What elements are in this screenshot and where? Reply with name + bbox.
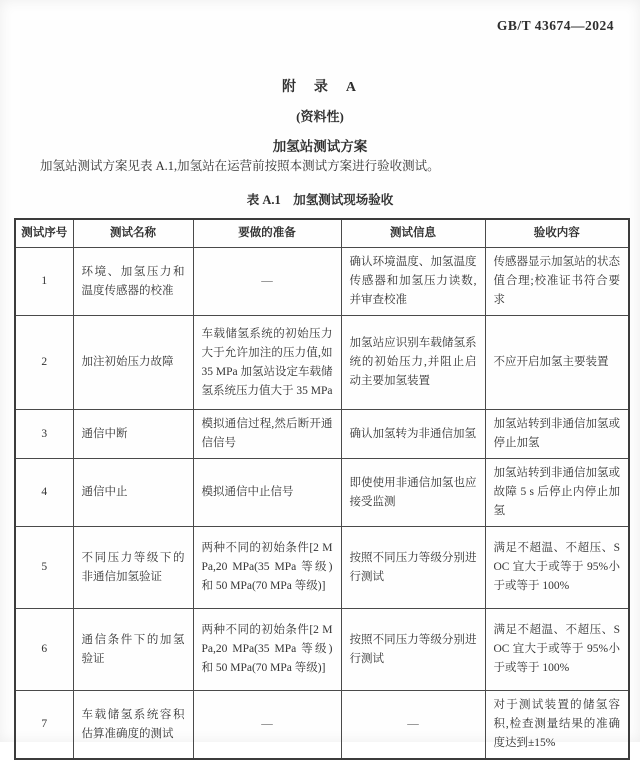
cell-test-name: 通信中断 (73, 410, 193, 459)
cell-test-no: 3 (15, 410, 73, 459)
header-acceptance: 验收内容 (485, 219, 629, 248)
appendix-title: 附 录 A (281, 80, 359, 95)
appendix-subtitle: (资料性) (296, 109, 344, 124)
cell-test-name: 车载储氢系统容积估算准确度的测试 (73, 691, 193, 760)
cell-preparation: 两种不同的初始条件[2 MPa,20 MPa(35 MPa 等级)和 50 MPa(70 MPa 等级)] (193, 609, 341, 691)
cell-test-info: 确认环境温度、加氢温度传感器和加氢压力读数,并审查校准 (341, 248, 485, 316)
cell-test-info: 按照不同压力等级分别进行测试 (341, 609, 485, 691)
table-row (15, 609, 629, 691)
table-header-row (15, 219, 629, 248)
standard-number: GB/T 43674—2024 (496, 18, 614, 33)
cell-test-info: 即使使用非通信加氢也应接受监测 (341, 459, 485, 527)
cell-test-name: 通信条件下的加氢验证 (73, 609, 193, 691)
cell-test-no: 2 (15, 316, 73, 410)
cell-test-no: 5 (15, 527, 73, 609)
cell-test-name: 不同压力等级下的非通信加氢验证 (73, 527, 193, 609)
header-preparation: 要做的准备 (193, 219, 341, 248)
appendix-name: 加氢站测试方案 (272, 139, 368, 154)
cell-preparation: 模拟通信中止信号 (193, 459, 341, 527)
cell-acceptance: 加氢站转到非通信加氢或停止加氢 (485, 410, 629, 459)
header-test-info: 测试信息 (341, 219, 485, 248)
table-row (15, 527, 629, 609)
cell-test-info: — (341, 691, 485, 760)
cell-test-no: 1 (15, 248, 73, 316)
cell-acceptance: 满足不超温、不超压、SOC 宜大于或等于 95%小于或等于 100% (485, 609, 629, 691)
table-row (15, 316, 629, 410)
cell-test-name: 通信中止 (73, 459, 193, 527)
cell-preparation: — (193, 248, 341, 316)
cell-preparation: — (193, 691, 341, 760)
cell-acceptance: 满足不超温、不超压、SOC 宜大于或等于 95%小于或等于 100% (485, 527, 629, 609)
cell-acceptance: 不应开启加氢主要装置 (485, 316, 629, 410)
cell-acceptance: 对于测试装置的储氢容积,检查测量结果的准确度达到±15% (485, 691, 629, 760)
cell-test-info: 加氢站应识别车载储氢系统的初始压力,并阻止启动主要加氢装置 (341, 316, 485, 410)
table-row (15, 248, 629, 316)
header-test-name: 测试名称 (73, 219, 193, 248)
cell-test-no: 6 (15, 609, 73, 691)
cell-test-no: 7 (15, 691, 73, 760)
cell-preparation: 两种不同的初始条件[2 MPa,20 MPa(35 MPa 等级)和 50 MPa(70 MPa 等级)] (193, 527, 341, 609)
cell-acceptance: 传感器显示加氢站的状态值合理;校准证书符合要求 (485, 248, 629, 316)
table-row (15, 459, 629, 527)
cell-preparation: 模拟通信过程,然后断开通信信号 (193, 410, 341, 459)
cell-test-name: 环境、加氢压力和温度传感器的校准 (73, 248, 193, 316)
cell-preparation: 车载储氢系统的初始压力大于允许加注的压力值,如 35 MPa 加氢站设定车载储氢系统压力值大于 35 MPa (193, 316, 341, 410)
table-row (15, 410, 629, 459)
cell-test-no: 4 (15, 459, 73, 527)
cell-test-name: 加注初始压力故障 (73, 316, 193, 410)
table-row (15, 691, 629, 760)
acceptance-test-table (14, 218, 630, 760)
appendix-title-block (0, 76, 640, 155)
cell-test-info: 按照不同压力等级分别进行测试 (341, 527, 485, 609)
cell-acceptance: 加氢站转到非通信加氢或故障 5 s 后停止内停止加氢 (485, 459, 629, 527)
header-test-no: 测试序号 (15, 219, 73, 248)
table-caption: 表 A.1 加氢测试现场验收 (246, 193, 394, 207)
cell-test-info: 确认加氢转为非通信加氢 (341, 410, 485, 459)
intro-paragraph: 加氢站测试方案见表 A.1,加氢站在运营前按照本测试方案进行验收测试。 (40, 159, 440, 173)
